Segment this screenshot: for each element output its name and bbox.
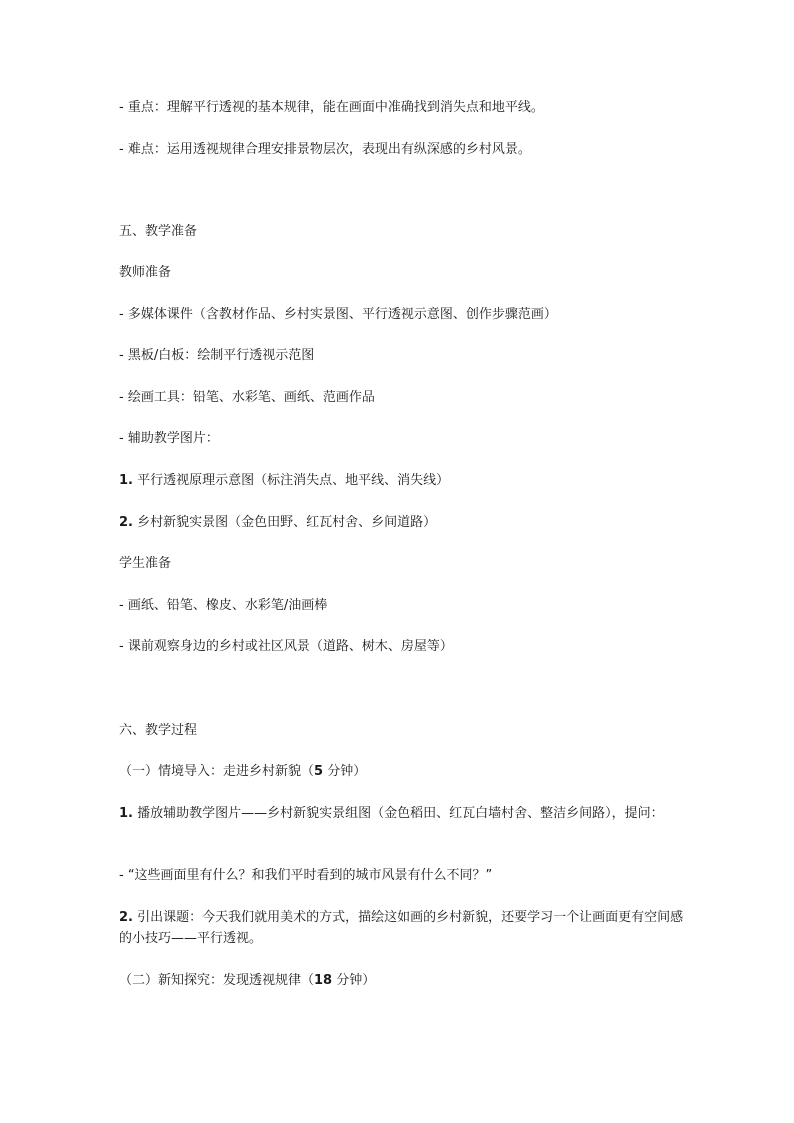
image-item-1 <box>119 470 684 492</box>
image-item-2-number: 2. <box>119 515 133 530</box>
student-item-observe: - 课前观察身边的乡村或社区风景（道路、树木、房屋等） <box>119 639 453 654</box>
intro-question: - “这些画面里有什么？和我们平时看到的城市风景有什么不同？” <box>119 868 493 883</box>
step-2-text: 引出课题：今天我们就用美术的方式，描绘这如画的乡村新貌，还要学习一个让画面更有空间感的小技巧——平行透视。 <box>119 910 684 946</box>
step-2 <box>119 907 684 949</box>
focus-point: - 重点：理解平行透视的基本规律，能在画面中准确找到消失点和地平线。 <box>119 100 544 115</box>
image-item-2-text: 乡村新貌实景图（金色田野、红瓦村舍、乡间道路） <box>132 515 437 530</box>
part-1-minutes: 5 <box>314 764 324 779</box>
step-1-number: 1. <box>119 806 133 821</box>
image-item-2 <box>119 512 684 534</box>
step-2-number: 2. <box>119 910 133 925</box>
student-item-materials: - 画纸、铅笔、橡皮、水彩笔/油画棒 <box>119 598 328 613</box>
section-5-heading: 五、教学准备 <box>119 224 198 239</box>
part-2-heading <box>119 970 684 992</box>
part-1-heading-text: （一）情境导入：走进乡村新貌（ <box>119 764 315 779</box>
part-2-heading-text: （二）新知探究：发现透视规律（ <box>119 973 315 988</box>
part-1-heading-suffix: 分钟） <box>323 764 367 779</box>
teacher-item-images: - 辅助教学图片： <box>119 431 219 446</box>
step-1-text: 播放辅助教学图片——乡村新貌实景组图（金色稻田、红瓦白墙村舍、整洁乡间路），提问： <box>132 806 664 821</box>
teacher-item-courseware: - 多媒体课件（含教材作品、乡村实景图、平行透视示意图、创作步骤范画） <box>119 307 557 322</box>
part-2-minutes: 18 <box>314 973 333 988</box>
image-item-1-number: 1. <box>119 473 133 488</box>
student-prep-heading: 学生准备 <box>119 556 172 571</box>
section-6-heading: 六、教学过程 <box>119 723 198 738</box>
step-1 <box>119 803 684 824</box>
teacher-item-tools: - 绘画工具：铅笔、水彩笔、画纸、范画作品 <box>119 390 375 405</box>
image-item-1-text: 平行透视原理示意图（标注消失点、地平线、消失线） <box>132 473 450 488</box>
part-1-heading <box>119 761 684 783</box>
teacher-prep-heading: 教师准备 <box>119 265 172 280</box>
difficulty-point: - 难点：运用透视规律合理安排景物层次，表现出有纵深感的乡村风景。 <box>119 142 531 157</box>
teacher-item-board: - 黑板/白板：绘制平行透视示范图 <box>119 348 315 363</box>
part-2-heading-suffix: 分钟） <box>332 973 376 988</box>
